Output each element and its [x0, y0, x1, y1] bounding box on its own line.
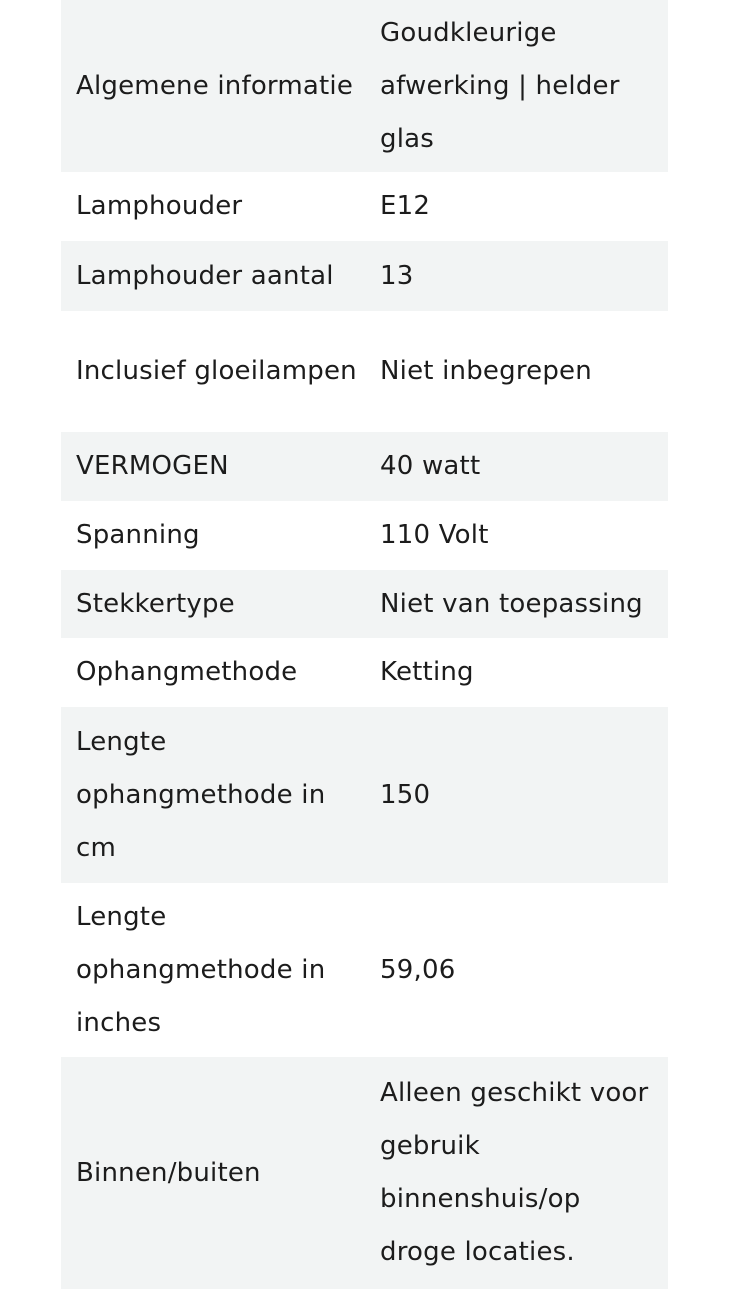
spec-label: Spanning — [61, 501, 366, 570]
spec-label: Lengte ophangmethode in cm — [61, 707, 366, 883]
spec-value: 40 watt — [366, 432, 668, 501]
spec-row-spanning — [61, 501, 668, 570]
spec-row-lamphouder-aantal — [61, 241, 668, 311]
spec-label: Lamphouder — [61, 172, 366, 241]
spec-value: 110 Volt — [366, 501, 668, 570]
spec-label: Stekkertype — [61, 570, 366, 638]
spec-row-lengte-ophangmethode-inches — [61, 883, 668, 1057]
spec-row-inclusief-gloeilampen — [61, 311, 668, 432]
spec-row-lamphouder — [61, 172, 668, 241]
spec-row-ophangmethode — [61, 638, 668, 707]
spec-label: VERMOGEN — [61, 432, 366, 501]
spec-label: Binnen/buiten — [61, 1057, 366, 1289]
spec-value: Alleen geschikt voor gebruik binnenshuis/op droge locaties. — [366, 1057, 668, 1289]
spec-value: 150 — [366, 707, 668, 883]
spec-value: 13 — [366, 241, 668, 311]
spec-value: Niet inbegrepen — [366, 311, 668, 432]
spec-label: Ophangmethode — [61, 638, 366, 707]
spec-row-binnen-buiten — [61, 1057, 668, 1289]
spec-row-lengte-ophangmethode-cm — [61, 707, 668, 883]
spec-value: 59,06 — [366, 883, 668, 1057]
spec-row-stekkertype — [61, 570, 668, 638]
specifications-table — [61, 0, 668, 1289]
spec-value: E12 — [366, 172, 668, 241]
spec-row-vermogen — [61, 432, 668, 501]
spec-label: Lengte ophangmethode in inches — [61, 883, 366, 1057]
spec-label: Inclusief gloeilampen — [61, 311, 366, 432]
spec-value: Niet van toepassing — [366, 570, 668, 638]
spec-label: Lamphouder aantal — [61, 241, 366, 311]
spec-value: Goudkleurige afwerking | helder glas — [366, 0, 668, 172]
spec-label: Algemene informatie — [61, 0, 366, 172]
spec-value: Ketting — [366, 638, 668, 707]
spec-row-algemene-informatie — [61, 0, 668, 172]
